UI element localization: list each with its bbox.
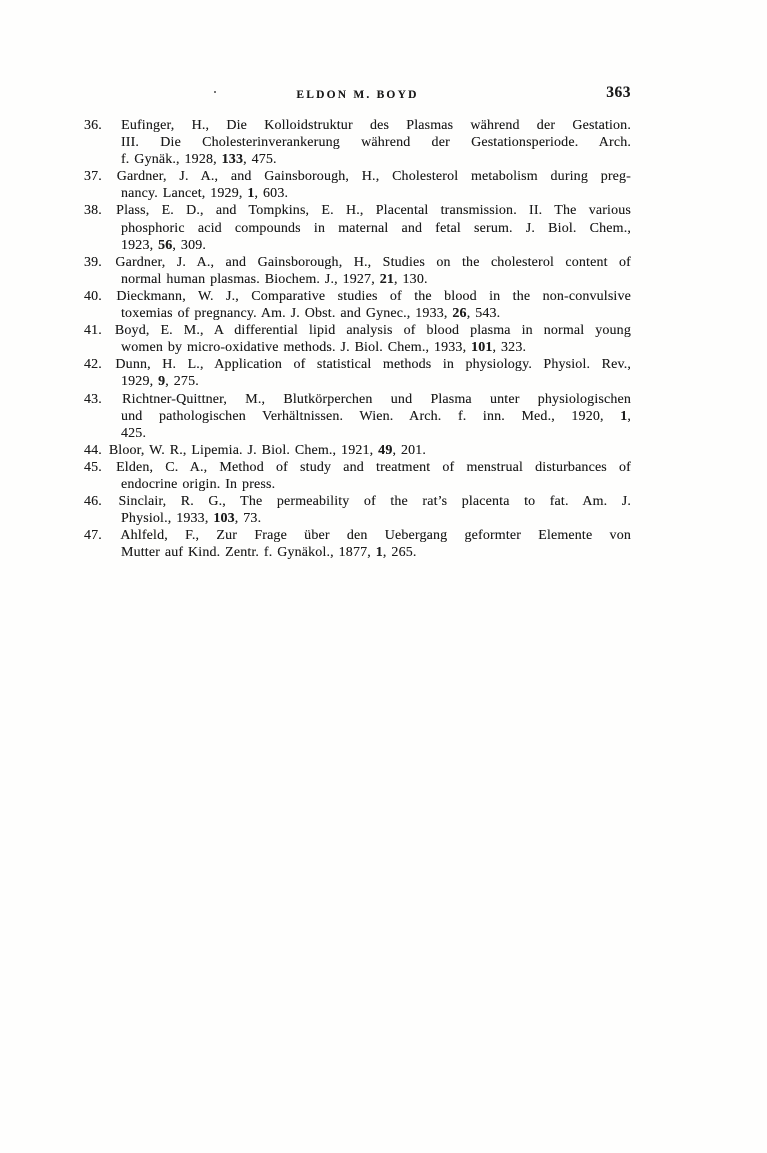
reference-text: nancy. Lancet, 1929,: [121, 186, 248, 202]
reference-text: , 130.: [394, 271, 428, 287]
reference-number: 39.: [84, 254, 102, 270]
volume-number: 21: [379, 271, 395, 287]
reference-text: Physiol., 1933,: [121, 511, 214, 527]
reference-line: [84, 527, 631, 544]
volume-number: 133: [221, 152, 244, 168]
reference-text: Mutter auf Kind. Zentr. f. Gynäkol., 1877,: [121, 545, 376, 561]
reference-item: [84, 391, 631, 442]
reference-number: 36.: [84, 118, 102, 133]
reference-number: 40.: [84, 288, 102, 304]
reference-text: und pathologischen Verhältnissen. Wien. Arch. f. inn. Med., 1920,: [121, 408, 621, 424]
reference-text: women by micro-oxidative methods. J. Biol. Chem., 1933,: [121, 340, 472, 356]
reference-text: , 323.: [492, 340, 527, 356]
reference-line: [84, 356, 631, 373]
reference-text: , 265.: [382, 545, 417, 561]
reference-item: [84, 117, 631, 168]
reference-item: [84, 288, 631, 322]
reference-line: [121, 339, 631, 356]
reference-text: Boyd, E. M., A differential lipid analysis of blood plasma in normal young: [114, 323, 631, 339]
reference-line: [84, 391, 631, 408]
reference-line: [84, 254, 631, 271]
reference-text: Ahlfeld, F., Zur Frage über den Uebergang geformter Elemente von: [120, 528, 631, 544]
reference-list: [84, 117, 631, 561]
reference-text: III. Die Cholesterinverankerung während der Gestationsperiode. Arch.: [121, 135, 631, 151]
volume-number: 1: [620, 408, 628, 424]
volume-number: 103: [213, 511, 235, 527]
reference-text: , 309.: [172, 237, 207, 253]
reference-text: Sinclair, R. G., The permeability of the rat’s placenta to fat. Am. J.: [118, 494, 632, 510]
page-number: 363: [606, 84, 631, 101]
reference-text: Bloor, W. R., Lipemia. J. Biol. Chem., 1921,: [108, 442, 379, 458]
volume-number: 56: [158, 237, 173, 253]
reference-number: 42.: [84, 357, 102, 373]
reference-line: [84, 459, 631, 476]
reference-text: Eufinger, H., Die Kolloidstruktur des Plasmas während der Gestation.: [121, 118, 631, 133]
reference-line: [84, 493, 631, 510]
reference-line: [121, 373, 631, 390]
reference-text: , 475.: [243, 152, 277, 168]
reference-text: 425.: [121, 425, 147, 441]
reference-text: , 201.: [392, 442, 427, 458]
reference-number: 38.: [84, 203, 102, 219]
reference-text: , 603.: [254, 186, 289, 202]
reference-text: , 275.: [165, 374, 199, 390]
reference-number: 41.: [84, 323, 102, 339]
reference-line: [121, 476, 631, 493]
reference-text: endocrine origin. In press.: [121, 476, 276, 492]
reference-line: [121, 237, 631, 254]
scan-speck-artifact: [214, 91, 216, 93]
reference-line: [84, 288, 631, 305]
reference-line: [84, 117, 631, 134]
page-header: [84, 84, 631, 106]
reference-text: Dunn, H. L., Application of statistical methods in physiology. Physiol. Rev.,: [115, 357, 631, 373]
reference-number: 46.: [84, 494, 102, 510]
reference-item: [84, 202, 631, 253]
reference-text: toxemias of pregnancy. Am. J. Obst. and Gynec., 1933,: [121, 306, 453, 322]
reference-number: 44.: [84, 442, 102, 458]
reference-number: 45.: [84, 459, 102, 475]
volume-number: 49: [378, 442, 393, 458]
volume-number: 26: [452, 306, 467, 322]
reference-line: [121, 408, 631, 425]
reference-text: Plass, E. D., and Tompkins, E. H., Placental transmission. II. The various: [116, 203, 631, 219]
reference-text: Gardner, J. A., and Gainsborough, H., Studies on the cholesterol content of: [115, 254, 631, 270]
reference-item: [84, 442, 631, 459]
reference-item: [84, 459, 631, 493]
reference-line: [121, 185, 631, 202]
running-title: ELDON M. BOYD: [296, 89, 419, 101]
volume-number: 1: [247, 186, 255, 202]
reference-line: [121, 271, 631, 288]
reference-item: [84, 356, 631, 390]
reference-line: [84, 168, 631, 185]
reference-line: [121, 510, 631, 527]
reference-line: [121, 220, 631, 237]
reference-text: ,: [627, 408, 631, 424]
reference-text: Dieckmann, W. J., Comparative studies of the blood in the non-convulsive: [116, 288, 631, 304]
reference-line: [121, 151, 631, 168]
reference-text: Richtner-Quittner, M., Blutkörperchen und Plasma unter physiologischen: [122, 391, 631, 407]
reference-number: 37.: [84, 169, 102, 185]
reference-text: Gardner, J. A., and Gainsborough, H., Cholesterol metabolism during preg-: [116, 169, 631, 185]
reference-line: [121, 544, 631, 561]
reference-text: f. Gynäk., 1928,: [121, 152, 222, 168]
reference-line: [84, 322, 631, 339]
reference-item: [84, 168, 631, 202]
reference-text: 1923,: [121, 237, 159, 253]
reference-number: 43.: [84, 391, 102, 407]
reference-line: [84, 202, 631, 219]
reference-line: [121, 305, 631, 322]
reference-item: [84, 527, 631, 561]
reference-number: 47.: [84, 528, 102, 544]
reference-item: [84, 493, 631, 527]
reference-line: [121, 134, 631, 151]
reference-text: 1929,: [121, 374, 159, 390]
reference-text: Elden, C. A., Method of study and treatment of menstrual disturbances of: [116, 459, 631, 475]
volume-number: 1: [375, 545, 383, 561]
volume-number: 101: [471, 340, 493, 356]
reference-item: [84, 254, 631, 288]
reference-line: [84, 442, 631, 459]
reference-line: [121, 425, 631, 442]
reference-item: [84, 322, 631, 356]
volume-number: 9: [158, 374, 166, 390]
reference-text: phosphoric acid compounds in maternal and fetal serum. J. Biol. Chem.,: [121, 220, 631, 236]
reference-text: , 543.: [466, 306, 501, 322]
reference-text: , 73.: [234, 511, 262, 527]
reference-text: normal human plasmas. Biochem. J., 1927,: [121, 271, 380, 287]
